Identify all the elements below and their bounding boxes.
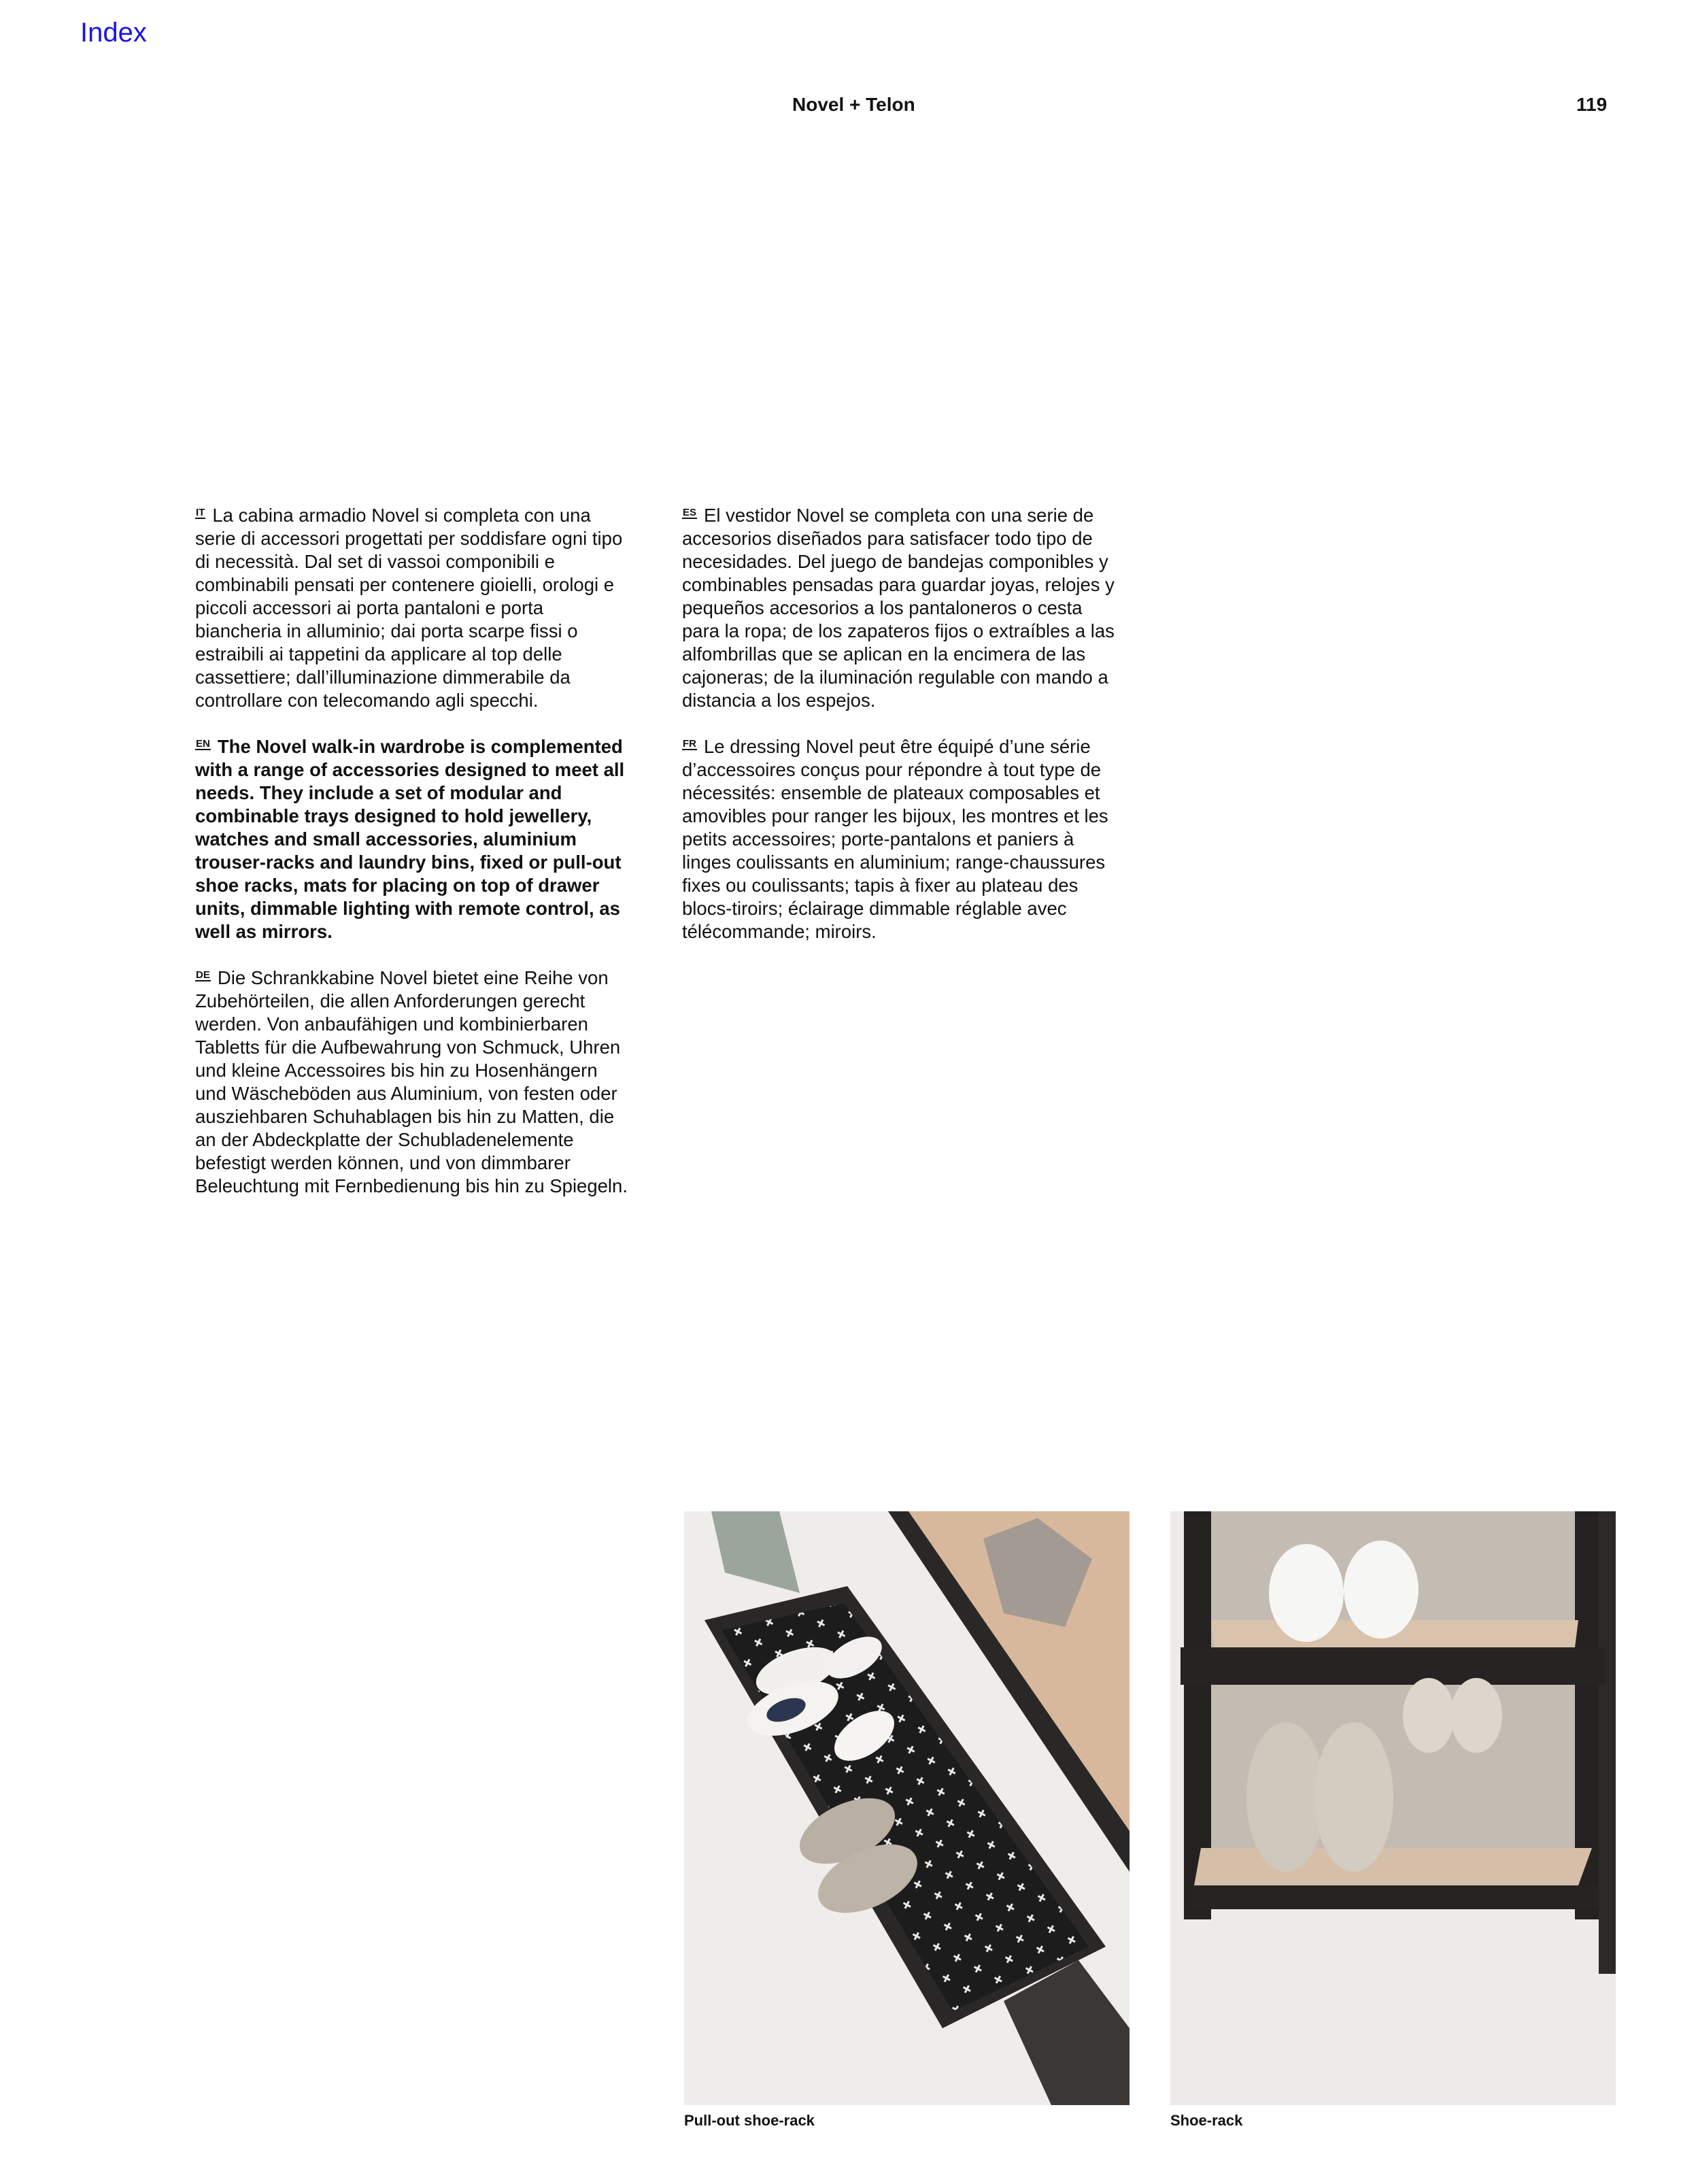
text-column-left: [195, 504, 630, 1221]
paragraph-de: [195, 967, 630, 1198]
paragraph-en-text: The Novel walk-in wardrobe is complemented with a range of accessories designed to meet all needs. They include a set of modular and combinable trays designed to hold jewellery, watches and small accessories, aluminium trouser-racks and laundry bins, fixed or pull-out shoe racks, mats for placing on top of drawer units, dimmable lighting with remote control, as well as mirrors.: [195, 736, 625, 942]
caption-shoe-rack: Shoe-rack: [1170, 2112, 1243, 2129]
index-link[interactable]: Index: [80, 18, 147, 48]
paragraph-de-text: Die Schrankkabine Novel bietet eine Reihe von Zubehörteilen, die allen Anforderungen gerecht werden. Von anbaufähigen und kombinierbaren Tabletts für die Aufbewahrung von Schmuck, Uhren und kleine Accessoires bis hin zu Hosenhängern und Wäscheböden aus Aluminium, von festen oder ausziehbaren Schuhablagen bis hin zu Matten, die an der Abdeckplatte der Schubladenelemente befestigt werden können, und von dimmbarer Beleuchtung mit Fernbedienung bis hin zu Spiegeln.: [195, 967, 628, 1196]
language-tag-es: ES: [683, 507, 697, 518]
running-title: Novel + Telon: [792, 94, 915, 115]
language-tag-it: IT: [196, 507, 205, 518]
page-number: 119: [1576, 94, 1608, 115]
paragraph-en: [195, 735, 630, 943]
text-column-right: [682, 504, 1117, 967]
language-tag-de: DE: [196, 969, 210, 981]
paragraph-it: [195, 504, 630, 712]
shoe-rack-photo: [1170, 1511, 1616, 2105]
paragraph-fr: [682, 735, 1117, 943]
caption-pull-out-shoe-rack: Pull-out shoe-rack: [684, 2112, 815, 2129]
paragraph-es: [682, 504, 1117, 712]
paragraph-fr-text: Le dressing Novel peut être équipé d’une série d’accessoires conçus pour répondre à tout type de nécessités: ensemble de plateaux composables et amovibles pour ranger les bijoux, les montres et les petits accessoires; porte-pantalons et paniers à linges coulissants en aluminium; range-chaussures fixes ou coulissants; tapis à fixer au plateau des blocs-tiroirs; éclairage dimmable réglable avec télécommande; miroirs.: [682, 736, 1108, 942]
paragraph-es-text: El vestidor Novel se completa con una serie de accesorios diseñados para satisfacer todo tipo de necesidades. Del juego de bandejas componibles y combinables pensadas para guardar joyas, relojes y pequeños accesorios a los pantaloneros o cesta para la ropa; de los zapateros fijos o extraíbles a las alfombrillas que se aplican en la encimera de las cajoneras; de la iluminación regulable con mando a distancia a los espejos.: [682, 505, 1115, 711]
language-tag-en: EN: [196, 738, 210, 750]
paragraph-it-text: La cabina armadio Novel si completa con una serie di accessori progettati per soddisfare ogni tipo di necessità. Dal set di vassoi componibili e combinabili pensati per contenere gioielli, orologi e piccoli accessori ai porta pantaloni e porta biancheria in alluminio; dai porta scarpe fissi o estraibili ai tappetini da applicare al top delle cassettiere; dall’illuminazione dimmerabile da controllare con telecomando agli specchi.: [195, 505, 623, 711]
language-tag-fr: FR: [683, 738, 696, 750]
pull-out-shoe-rack-photo: [684, 1511, 1130, 2105]
